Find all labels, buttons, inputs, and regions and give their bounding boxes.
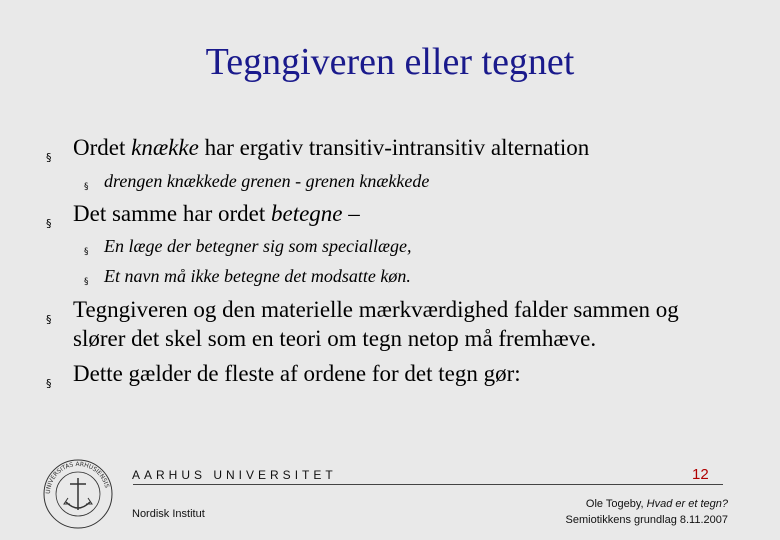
bullet-text-part: Det samme har ordet: [73, 201, 271, 226]
university-name: AARHUS UNIVERSITET: [132, 468, 337, 482]
subbullet-marker: §: [84, 182, 89, 192]
subbullet-text: Et navn må ikke betegne det modsatte køn.: [104, 266, 411, 286]
seal-text: UNIVERSITAS ARHUSIENSIS: [44, 460, 111, 495]
bullet-marker: §: [46, 377, 52, 390]
bullet-text-emphasis: betegne: [270, 201, 343, 226]
bullet-text-emphasis: knække: [131, 135, 199, 160]
credit-event: Semiotikkens grundlag 8.11.2007: [565, 514, 728, 526]
bullet-text-part: Ordet: [73, 135, 132, 160]
credit-talk-title: Hvad er et tegn?: [646, 498, 728, 510]
university-seal-logo: [42, 458, 114, 530]
subbullet-marker: §: [84, 247, 89, 257]
bullet-text-line-1: Tegngiveren og den materielle mærkværdighed falder sammen og: [73, 297, 679, 322]
subbullet-text: En læge der betegner sig som speciallæge,: [104, 236, 412, 256]
subbullet-text: drengen knækkede grenen - grenen knækkede: [104, 171, 430, 191]
institute-name: Nordisk Institut: [132, 508, 205, 520]
bullet-text: Dette gælder de fleste af ordene for det tegn gør:: [73, 361, 521, 386]
credit-author: [566, 496, 728, 512]
bullet-marker: §: [46, 217, 52, 230]
bullet-marker: §: [46, 151, 52, 164]
bullet-text-part: har ergativ transitiv-intransitiv alternation: [198, 135, 590, 160]
bullet-marker: §: [46, 313, 52, 326]
slide-title: Tegngiveren eller tegnet: [205, 41, 575, 83]
footer-credit: [566, 496, 728, 528]
credit-author-name: Ole Togeby,: [585, 498, 647, 510]
footer-divider: [133, 484, 723, 485]
bullet-text: [73, 133, 589, 163]
page-number: 12: [692, 466, 709, 483]
bullet-text-line-2: slører det skel som en teori om tegn netop må fremhæve.: [73, 326, 597, 351]
bullet-text: [73, 199, 360, 229]
bullet-text-part: –: [342, 201, 360, 226]
subbullet-marker: §: [84, 277, 89, 287]
